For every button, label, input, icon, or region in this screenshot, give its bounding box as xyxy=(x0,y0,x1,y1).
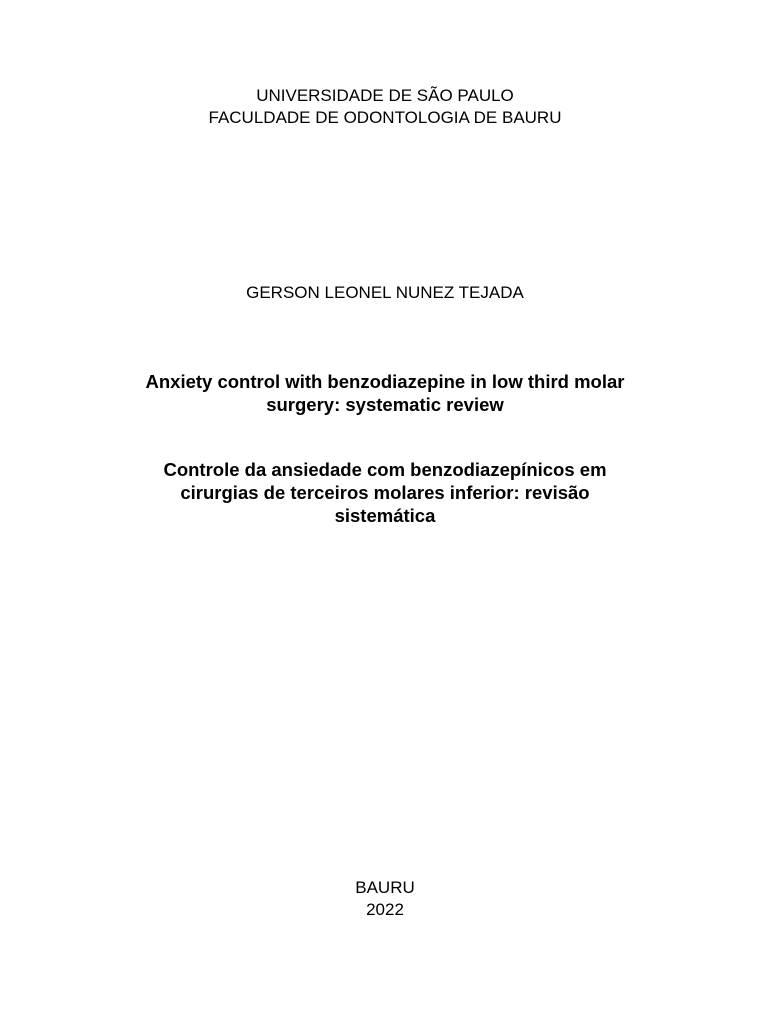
faculty-name: FACULDADE DE ODONTOLOGIA DE BAURU xyxy=(208,108,562,127)
institution-header xyxy=(0,85,770,129)
university-name: UNIVERSIDADE DE SÃO PAULO xyxy=(256,86,514,105)
title-portuguese xyxy=(0,458,770,527)
title-portuguese-line-2: cirurgias de terceiros molares inferior: revisão xyxy=(180,482,590,503)
year: 2022 xyxy=(366,900,404,919)
author-block xyxy=(0,282,770,304)
title-english-line-1: Anxiety control with benzodiazepine in low third molar xyxy=(145,371,625,392)
title-portuguese-line-1: Controle da ansiedade com benzodiazepínicos em xyxy=(163,459,607,480)
footer-block xyxy=(0,877,770,921)
city: BAURU xyxy=(355,878,415,897)
title-english xyxy=(0,370,770,416)
author-name: GERSON LEONEL NUNEZ TEJADA xyxy=(246,283,524,302)
title-portuguese-line-3: sistemática xyxy=(334,505,436,526)
title-english-line-2: surgery: systematic review xyxy=(266,394,504,415)
